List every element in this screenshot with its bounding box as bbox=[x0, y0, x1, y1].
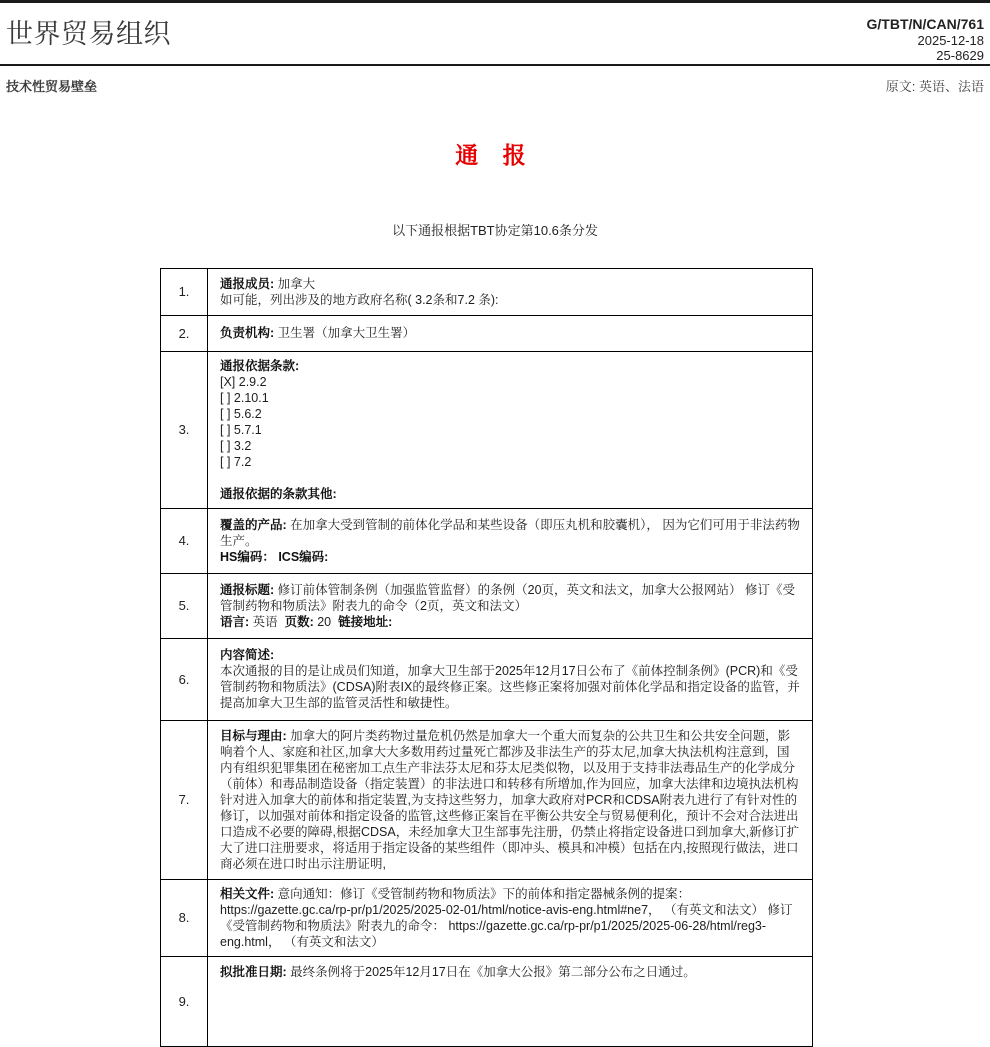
text-line: 如可能，列出涉及的地方政府名称( 3.2条和7.2 条): bbox=[220, 292, 499, 307]
table-row bbox=[161, 573, 813, 638]
text-line: 相关文件: 意向通知：修订《受管制药物和物质法》下的前体和指定器械条例的提案： https://gazette.gc.ca/rp-pr/p1/2025/2025-02-01/html/notice-avis-eng.html#ne7， （有英文和法文） 修订《受管制药物和物质法》附表九的命令： https://gazette.gc.ca/rp-pr/p1/2025/2025-06-28/html/reg3-eng.html， （有英文和法文） bbox=[220, 886, 793, 949]
row-number: 7. bbox=[161, 720, 208, 879]
table-row bbox=[161, 351, 813, 508]
notification-table bbox=[160, 268, 813, 1047]
text-line: 内容简述: bbox=[220, 648, 275, 662]
row-content bbox=[208, 720, 813, 879]
row-number: 2. bbox=[161, 315, 208, 351]
text-line: [ ] 2.10.1 bbox=[220, 390, 269, 405]
text-line: 拟批准日期: 最终条例将于2025年12月17日在《加拿大公报》第二部分公布之日通过。 bbox=[220, 964, 696, 979]
row-content bbox=[208, 508, 813, 573]
doc-date: 2025-12-18 bbox=[917, 32, 984, 48]
row-content bbox=[208, 638, 813, 720]
distribution-note: 以下通报根据TBT协定第10.6条分发 bbox=[392, 222, 598, 238]
row-number: 8. bbox=[161, 879, 208, 956]
text-line: 负责机构: 卫生署（加拿大卫生署） bbox=[220, 326, 416, 340]
notification-table-body bbox=[161, 268, 813, 1046]
notification-title: 通 报 bbox=[455, 141, 535, 168]
text-line: 覆盖的产品: 在加拿大受到管制的前体化学品和某些设备（即压丸机和胶囊机）， 因为它们可用于非法药物生产。 bbox=[220, 517, 800, 548]
original-languages: 原文: 英语、法语 bbox=[885, 78, 984, 94]
table-row bbox=[161, 268, 813, 315]
text-line: HS编码： ICS编码: bbox=[220, 549, 329, 564]
text-line: [ ] 5.7.1 bbox=[220, 422, 262, 437]
text-line: 本次通报的目的是让成员们知道，加拿大卫生部于2025年12月17日公布了《前体控制条例》(PCR)和《受管制药物和物质法》(CDSA)附表IX的最终修正案。这些修正案将加强对前体化学品和指定设备的监管，并提高加拿大卫生部的监管灵活性和敏捷性。 bbox=[220, 664, 800, 710]
table-row bbox=[161, 508, 813, 573]
table-row bbox=[161, 315, 813, 351]
table-row bbox=[161, 720, 813, 879]
row-number: 5. bbox=[161, 573, 208, 638]
row-number: 3. bbox=[161, 351, 208, 508]
row-content bbox=[208, 351, 813, 508]
text-line: [ ] 7.2 bbox=[220, 454, 252, 469]
row-content bbox=[208, 956, 813, 1046]
row-content bbox=[208, 879, 813, 956]
text-line: 通报依据条款: bbox=[220, 358, 300, 373]
org-title: 世界贸易组织 bbox=[6, 19, 171, 49]
committee-label: 技术性贸易壁垒 bbox=[6, 78, 98, 94]
doc-ref: 25-8629 bbox=[936, 48, 984, 63]
doc-info-block bbox=[867, 17, 984, 64]
row-number: 9. bbox=[161, 956, 208, 1046]
text-line bbox=[220, 470, 800, 486]
row-number: 4. bbox=[161, 508, 208, 573]
table-row bbox=[161, 879, 813, 956]
text-line: 目标与理由: 加拿大的阿片类药物过量危机仍然是加拿大一个重大而复杂的公共卫生和公共安全问题，影响着个人、家庭和社区,加拿大大多数用药过量死亡都涉及非法生产的芬太尼,加拿大执法机构注意到，国内有组织犯罪集团在秘密加工点生产非法芬太尼和芬太尼类似物，以及用于支持非法毒品生产的化学成分（前体）和毒品制造设备（指定装置）的非法进口和转移有所增加,作为回应，加拿大法律和边境执法机构针对进入加拿大的前体和指定装置,为支持这些努力，加拿大政府对PCR和CDSA附表九进行了有针对性的修订，以加强对前体和指定设备的监管,这些修正案旨在平衡公共安全与贸易便利化，预计不会对合法进出口造成不必要的障碍,根据CDSA，未经加拿大卫生部事先注册，仍禁止将指定设备进口到加拿大,新修订扩大了进口注册要求，将适用于指定设备的某些组件（即冲头、模具和冲模）包括在内,按照现行做法，进口商必须在进口时出示注册证明, bbox=[220, 728, 800, 871]
text-line: 通报标题: 修订前体管制条例（加强监管监督）的条例（20页，英文和法文，加拿大公报网站） 修订《受管制药物和物质法》附表九的命令（2页，英文和法文） bbox=[220, 582, 796, 613]
table-row bbox=[161, 956, 813, 1046]
row-content bbox=[208, 573, 813, 638]
document-header bbox=[0, 3, 990, 64]
table-row bbox=[161, 638, 813, 720]
row-content bbox=[208, 268, 813, 315]
row-number: 1. bbox=[161, 268, 208, 315]
document-subheader bbox=[0, 66, 990, 95]
text-line: [X] 2.9.2 bbox=[220, 374, 267, 389]
row-content bbox=[208, 315, 813, 351]
text-line: [ ] 5.6.2 bbox=[220, 406, 262, 421]
doc-symbol: G/TBT/N/CAN/761 bbox=[866, 16, 984, 32]
text-line: [ ] 3.2 bbox=[220, 438, 252, 453]
row-number: 6. bbox=[161, 638, 208, 720]
text-line: 通报成员: 加拿大 bbox=[220, 276, 316, 291]
text-line: 通报依据的条款其他: bbox=[220, 486, 337, 501]
text-line: 语言: 英语 页数: 20 链接地址: bbox=[220, 614, 393, 629]
